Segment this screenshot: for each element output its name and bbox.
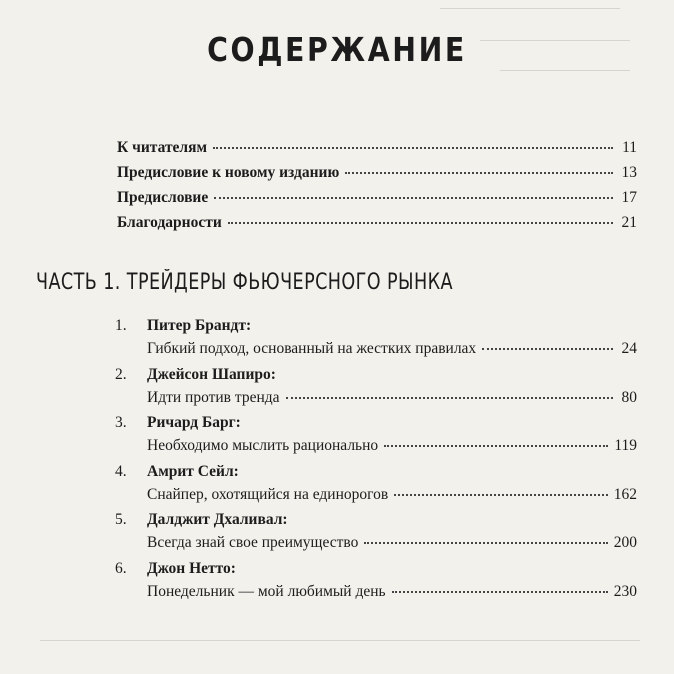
chapter-entry[interactable] — [115, 414, 637, 463]
chapter-list — [115, 317, 637, 608]
toc-page-number: 17 — [621, 189, 637, 206]
chapter-number: 6. — [115, 559, 127, 577]
toc-entry[interactable] — [117, 164, 637, 189]
bleed-through-line — [500, 70, 630, 72]
toc-page-number: 80 — [621, 388, 637, 406]
chapter-entry[interactable] — [115, 511, 637, 560]
toc-page-number: 230 — [613, 582, 637, 600]
chapter-entry[interactable] — [115, 463, 637, 512]
chapter-trader-name: Далджит Дхаливал: — [147, 511, 288, 528]
toc-entry-label: К читателям — [117, 139, 208, 156]
chapter-subtitle: Необходимо мыслить рационально — [147, 437, 379, 454]
chapter-subtitle: Снайпер, охотящийся на единорогов — [147, 485, 389, 503]
chapter-trader-name: Питер Брандт: — [147, 317, 252, 334]
dot-leader — [364, 542, 607, 544]
dot-leader — [394, 494, 608, 496]
part-heading: ЧАСТЬ 1. ТРЕЙДЕРЫ ФЬЮЧЕРСНОГО РЫНКА — [36, 270, 453, 295]
toc-entry[interactable] — [117, 139, 637, 164]
page-title: СОДЕРЖАНИЕ — [207, 30, 467, 69]
toc-page-number: 13 — [621, 164, 637, 181]
toc-entry[interactable] — [117, 189, 637, 214]
toc-page-number: 21 — [621, 214, 637, 231]
dot-leader — [482, 348, 613, 350]
chapter-number: 2. — [115, 365, 127, 383]
bleed-through-line — [40, 640, 640, 642]
chapter-trader-name: Ричард Барг: — [147, 414, 241, 431]
chapter-subtitle: Идти против тренда — [147, 388, 280, 406]
chapter-subtitle: Всегда знай свое преимущество — [147, 534, 359, 551]
dot-leader — [286, 397, 613, 399]
chapter-number: 1. — [115, 317, 127, 334]
chapter-trader-name: Джон Нетто: — [147, 559, 236, 577]
toc-page-number: 11 — [622, 139, 637, 156]
chapter-subtitle: Гибкий подход, основанный на жестких правилах — [147, 340, 477, 357]
chapter-entry[interactable] — [115, 317, 637, 366]
toc-page-number: 24 — [621, 340, 637, 357]
chapter-number: 4. — [115, 462, 127, 480]
bleed-through-line — [440, 8, 620, 10]
toc-page-number: 119 — [614, 437, 637, 454]
toc-page-number: 162 — [613, 485, 637, 503]
chapter-trader-name: Амрит Сейл: — [147, 462, 239, 480]
dot-leader — [392, 591, 608, 593]
chapter-subtitle: Понедельник — мой любимый день — [147, 582, 386, 600]
dot-leader — [345, 172, 613, 174]
front-matter-list — [117, 139, 637, 239]
toc-entry[interactable] — [117, 214, 637, 239]
chapter-trader-name: Джейсон Шапиро: — [147, 365, 276, 383]
chapter-entry[interactable] — [115, 560, 637, 609]
dot-leader — [214, 197, 613, 199]
chapter-entry[interactable] — [115, 366, 637, 415]
toc-entry-label: Предисловие к новому изданию — [117, 164, 340, 181]
toc-page-number: 200 — [613, 534, 637, 551]
chapter-number: 5. — [115, 511, 127, 528]
toc-entry-label: Благодарности — [117, 214, 222, 231]
dot-leader — [213, 147, 613, 149]
toc-entry-label: Предисловие — [117, 189, 209, 206]
dot-leader — [384, 445, 608, 447]
chapter-number: 3. — [115, 414, 127, 431]
dot-leader — [228, 222, 613, 224]
